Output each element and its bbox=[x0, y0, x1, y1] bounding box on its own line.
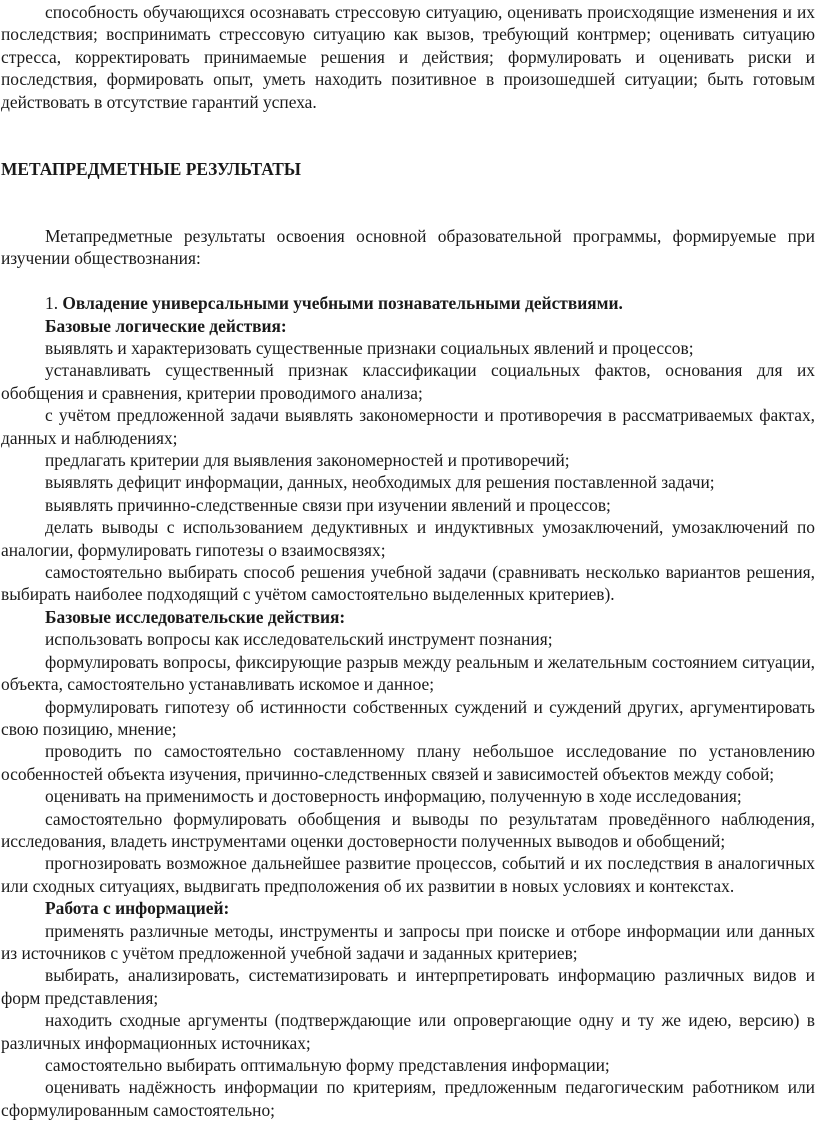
list-item: находить сходные аргументы (подтверждающие или опровергающие одну и ту же идею, версию) в различных информационных источниках; bbox=[1, 1010, 815, 1053]
list-item: самостоятельно выбирать оптимальную форму представления информации; bbox=[45, 1055, 610, 1076]
spacer bbox=[1, 203, 815, 225]
document-body bbox=[1, 1, 815, 1121]
spacer bbox=[1, 135, 815, 157]
lead-paragraph: Метапредметные результаты освоения основной образовательной программы, формируемые при изучении обществознания: bbox=[1, 226, 815, 269]
list-item: проводить по самостоятельно составленному плану небольшое исследование по установлению особенностей объекта изучения, причинно-следственных связей и зависимостей объектов между собой; bbox=[1, 741, 815, 784]
list-item: выявлять причинно-следственные связи при изучении явлений и процессов; bbox=[45, 494, 611, 515]
spacer bbox=[1, 270, 815, 292]
list-item: самостоятельно формулировать обобщения и выводы по результатам проведённого наблюдения, исследования, владеть инструментами оценки достоверности полученных выводов и обобщений; bbox=[1, 808, 815, 851]
list-item: выявлять и характеризовать существенные признаки социальных явлений и процессов; bbox=[45, 338, 694, 359]
information-work-title: Работа с информацией: bbox=[45, 898, 230, 919]
logical-actions-title: Базовые логические действия: bbox=[45, 315, 287, 336]
list-item: использовать вопросы как исследовательский инструмент познания; bbox=[45, 629, 553, 650]
spacer bbox=[1, 180, 815, 202]
list-item: применять различные методы, инструменты и запросы при поиске и отборе информации или данных из источников с учётом предложенной учебной задачи и заданных критериев; bbox=[1, 920, 815, 963]
list-item: оценивать на применимость и достоверность информацию, полученную в ходе исследования; bbox=[45, 786, 742, 807]
list-item: формулировать вопросы, фиксирующие разрыв между реальным и желательным состоянием ситуации, объекта, самостоятельно устанавливать искомое и данное; bbox=[1, 651, 815, 695]
list-item: прогнозировать возможное дальнейшее развитие процессов, событий и их последствия в аналогичных или сходных ситуациях, выдвигать предположения об их развитии в новых условиях и контекстах. bbox=[1, 853, 815, 896]
subsection-title: Овладение универсальными учебными познавательными действиями. bbox=[62, 293, 623, 314]
list-item: оценивать надёжность информации по критериям, предложенным педагогическим работником или сформулированным самостоятельно; bbox=[1, 1077, 815, 1120]
list-item: делать выводы с использованием дедуктивных и индуктивных умозаключений, умозаключений по аналогии, формулировать гипотезы о взаимосвязях; bbox=[1, 517, 815, 560]
list-item: формулировать гипотезу об истинности собственных суждений и суждений других, аргументировать свою позицию, мнение; bbox=[1, 696, 815, 739]
section-heading: МЕТАПРЕДМЕТНЫЕ РЕЗУЛЬТАТЫ bbox=[1, 158, 301, 179]
list-item: предлагать критерии для выявления закономерностей и противоречий; bbox=[45, 450, 570, 471]
list-item: устанавливать существенный признак классификации социальных фактов, основания для их обобщения и сравнения, критерии проводимого анализа; bbox=[1, 360, 815, 403]
subsection-number: 1. bbox=[45, 293, 59, 314]
list-item: с учётом предложенной задачи выявлять закономерности и противоречия в рассматриваемых фактах, данных и наблюдениях; bbox=[1, 405, 815, 448]
list-item: самостоятельно выбирать способ решения учебной задачи (сравнивать несколько вариантов решения, выбирать наиболее подходящий с учётом самостоятельно выделенных критериев). bbox=[1, 562, 815, 605]
list-item: выбирать, анализировать, систематизировать и интерпретировать информацию различных видов и форм представления; bbox=[1, 965, 815, 1008]
intro-paragraph: способность обучающихся осознавать стрессовую ситуацию, оценивать происходящие изменения и их последствия; воспринимать стрессовую ситуацию как вызов, требующий контрмер; оценивать ситуацию стресса, корректировать принимаемые решения и действия; формулировать и оценивать риски и последствия, формировать опыт, уметь находить позитивное в произошедшей ситуации; быть готовым действовать в отсутствие гарантий успеха. bbox=[1, 2, 815, 112]
spacer bbox=[1, 113, 815, 135]
subsection-1-title bbox=[1, 292, 815, 314]
list-item: выявлять дефицит информации, данных, необходимых для решения поставленной задачи; bbox=[45, 472, 715, 493]
research-actions-title: Базовые исследовательские действия: bbox=[45, 606, 346, 627]
